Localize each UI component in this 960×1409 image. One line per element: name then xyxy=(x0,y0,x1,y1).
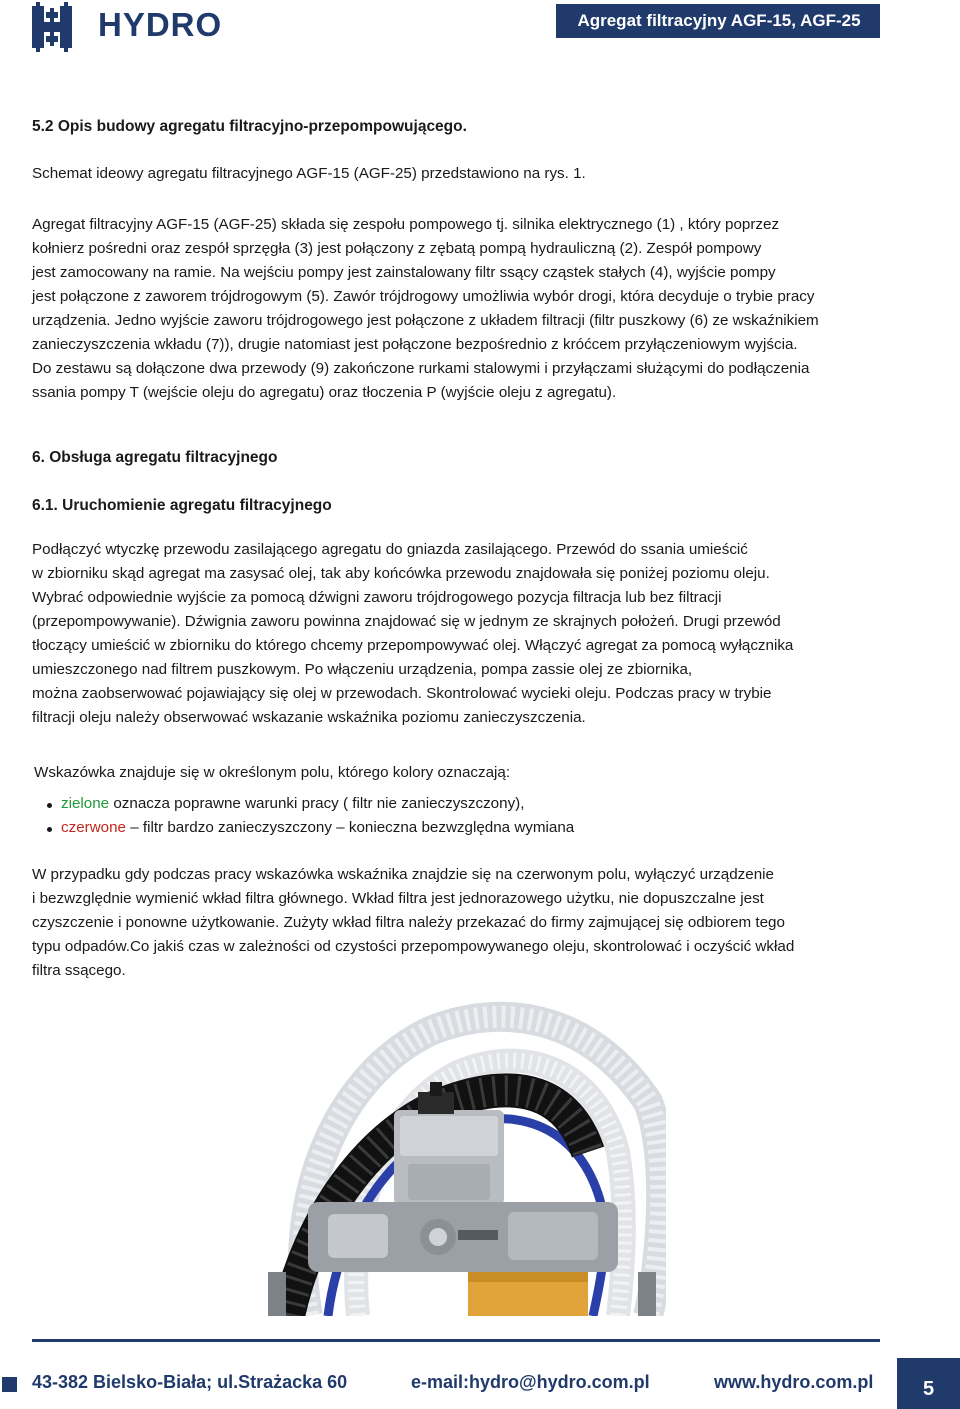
list-item xyxy=(47,795,574,819)
section-heading-6-1: 6.1. Uruchomienie agregatu filtracyjnego xyxy=(32,497,332,514)
footer-address: 43-382 Bielsko-Biała; ul.Strażacka 60 xyxy=(32,1372,348,1392)
list-item xyxy=(47,819,574,843)
paragraph-line: kołnierz pośredni oraz zespół sprzęgła (3) jest połączony z zębatą pompą hydrauliczną (2). Zespół pompowy xyxy=(32,240,762,257)
paragraph-line: filtracji oleju należy obserwować wskazanie wskaźnika poziomu zanieczyszczenia. xyxy=(32,709,586,726)
footer-email[interactable]: e-mail:hydro@hydro.com.pl xyxy=(411,1372,650,1392)
paragraph-line: i bezwzględnie wymienić wkład filtra głównego. Wkład filtra jest jednorazowego użytku, nie dopuszczalne jest xyxy=(32,890,764,907)
paragraph-line: w zbiorniku skąd agregat ma zasysać olej, tak aby końcówka przewodu znajdowała się poniżej poziomu oleju. xyxy=(32,565,770,582)
paragraph-line: W przypadku gdy podczas pracy wskazówka wskaźnika znajdzie się na czerwonym polu, wyłączyć urządzenie xyxy=(32,866,774,883)
bullet-text: – filtr bardzo zanieczyszczony – konieczna bezwzględna wymiana xyxy=(126,819,575,836)
indicator-intro: Wskazówka znajduje się w określonym polu, którego kolory oznaczają: xyxy=(34,764,511,781)
page-number: 5 xyxy=(897,1358,960,1409)
paragraph-line: Do zestawu są dołączone dwa przewody (9) zakończone rurkami stalowymi i przyłączami służącymi do podłączenia xyxy=(32,360,810,377)
paragraph-line: jest połączone z zaworem trójdrogowym (5). Zawór trójdrogowy umożliwia wybór drogi, która decyduje o trybie pracy xyxy=(32,288,815,305)
paragraph-line: można zaobserwować pojawiający się olej w przewodach. Skontrolować wycieki oleju. Podczas pracy w trybie xyxy=(32,685,772,702)
paragraph-line: filtra ssącego. xyxy=(32,962,126,979)
section-heading-6: 6. Obsługa agregatu filtracyjnego xyxy=(32,449,278,466)
footer-square-icon xyxy=(2,1377,17,1392)
document-title: Agregat filtracyjny AGF-15, AGF-25 xyxy=(556,4,880,38)
paragraph-line: zanieczyszczenia wkładu (7)), drugie natomiast jest połączone bezpośrednio z króćcem przyłączeniowym wyjścia. xyxy=(32,336,798,353)
section-heading-5-2: 5.2 Opis budowy agregatu filtracyjno-przepompowującego. xyxy=(32,118,467,135)
intro-text: Schemat ideowy agregatu filtracyjnego AGF-15 (AGF-25) przedstawiono na rys. 1. xyxy=(32,165,586,182)
paragraph-line: Wybrać odpowiednie wyjście za pomocą dźwigni zaworu trójdrogowego pozycja filtracja lub bez filtracji xyxy=(32,589,722,606)
indicator-color-list xyxy=(47,795,574,843)
paragraph-line: urządzenia. Jedno wyjście zaworu trójdrogowego jest połączone z układem filtracji (filtr puszkowy (6) ze wskaźnikiem xyxy=(32,312,819,329)
logo-text: HYDRO xyxy=(98,6,223,43)
bullet-text: oznacza poprawne warunki pracy ( filtr nie zanieczyszczony), xyxy=(109,795,525,812)
paragraph-line: typu odpadów.Co jakiś czas w zależności od czystości przepompowywanego oleju, skontrolować i oczyścić wkład xyxy=(32,938,795,955)
hydro-logo xyxy=(30,2,223,52)
paragraph-line: Podłączyć wtyczkę przewodu zasilającego agregatu do gniazda zasilającego. Przewód do ssania umieścić xyxy=(32,541,748,558)
footer-divider xyxy=(32,1339,880,1342)
paragraph-line: tłoczący umieścić w zbiorniku do którego chcemy przepompowywać olej. Włączyć agregat za pomocą wyłącznika xyxy=(32,637,794,654)
footer-website[interactable]: www.hydro.com.pl xyxy=(714,1372,874,1392)
paragraph-line: czyszczenie i ponowne użytkowanie. Zużyty wkład filtra należy przekazać do firmy zajmującej się odbiorem tego xyxy=(32,914,785,931)
red-color-word: czerwone xyxy=(61,819,126,836)
green-color-word: zielone xyxy=(61,795,110,812)
paragraph-line: ssania pompy T (wejście oleju do agregatu) oraz tłoczenia P (wyjście oleju z agregatu). xyxy=(32,384,617,401)
paragraph-line: Agregat filtracyjny AGF-15 (AGF-25) składa się zespołu pompowego tj. silnika elektrycznego (1) , który poprzez xyxy=(32,216,780,233)
filtration-unit-illustration xyxy=(268,992,666,1316)
paragraph-line: jest zamocowany na ramie. Na wejściu pompy jest zainstalowany filtr ssący cząstek stałych (4), wyjście pompy xyxy=(32,264,776,281)
paragraph-line: umieszczonego nad filtrem puszkowym. Po włączeniu urządzenia, pompa zassie olej ze zbiornika, xyxy=(32,661,693,678)
paragraph-line: (przepompowywanie). Dźwignia zaworu powinna znajdować się w jednym ze skrajnych położeń. Drugi przewód xyxy=(32,613,781,630)
hydro-logo-icon xyxy=(30,2,94,52)
filtration-unit-photo xyxy=(268,992,666,1316)
